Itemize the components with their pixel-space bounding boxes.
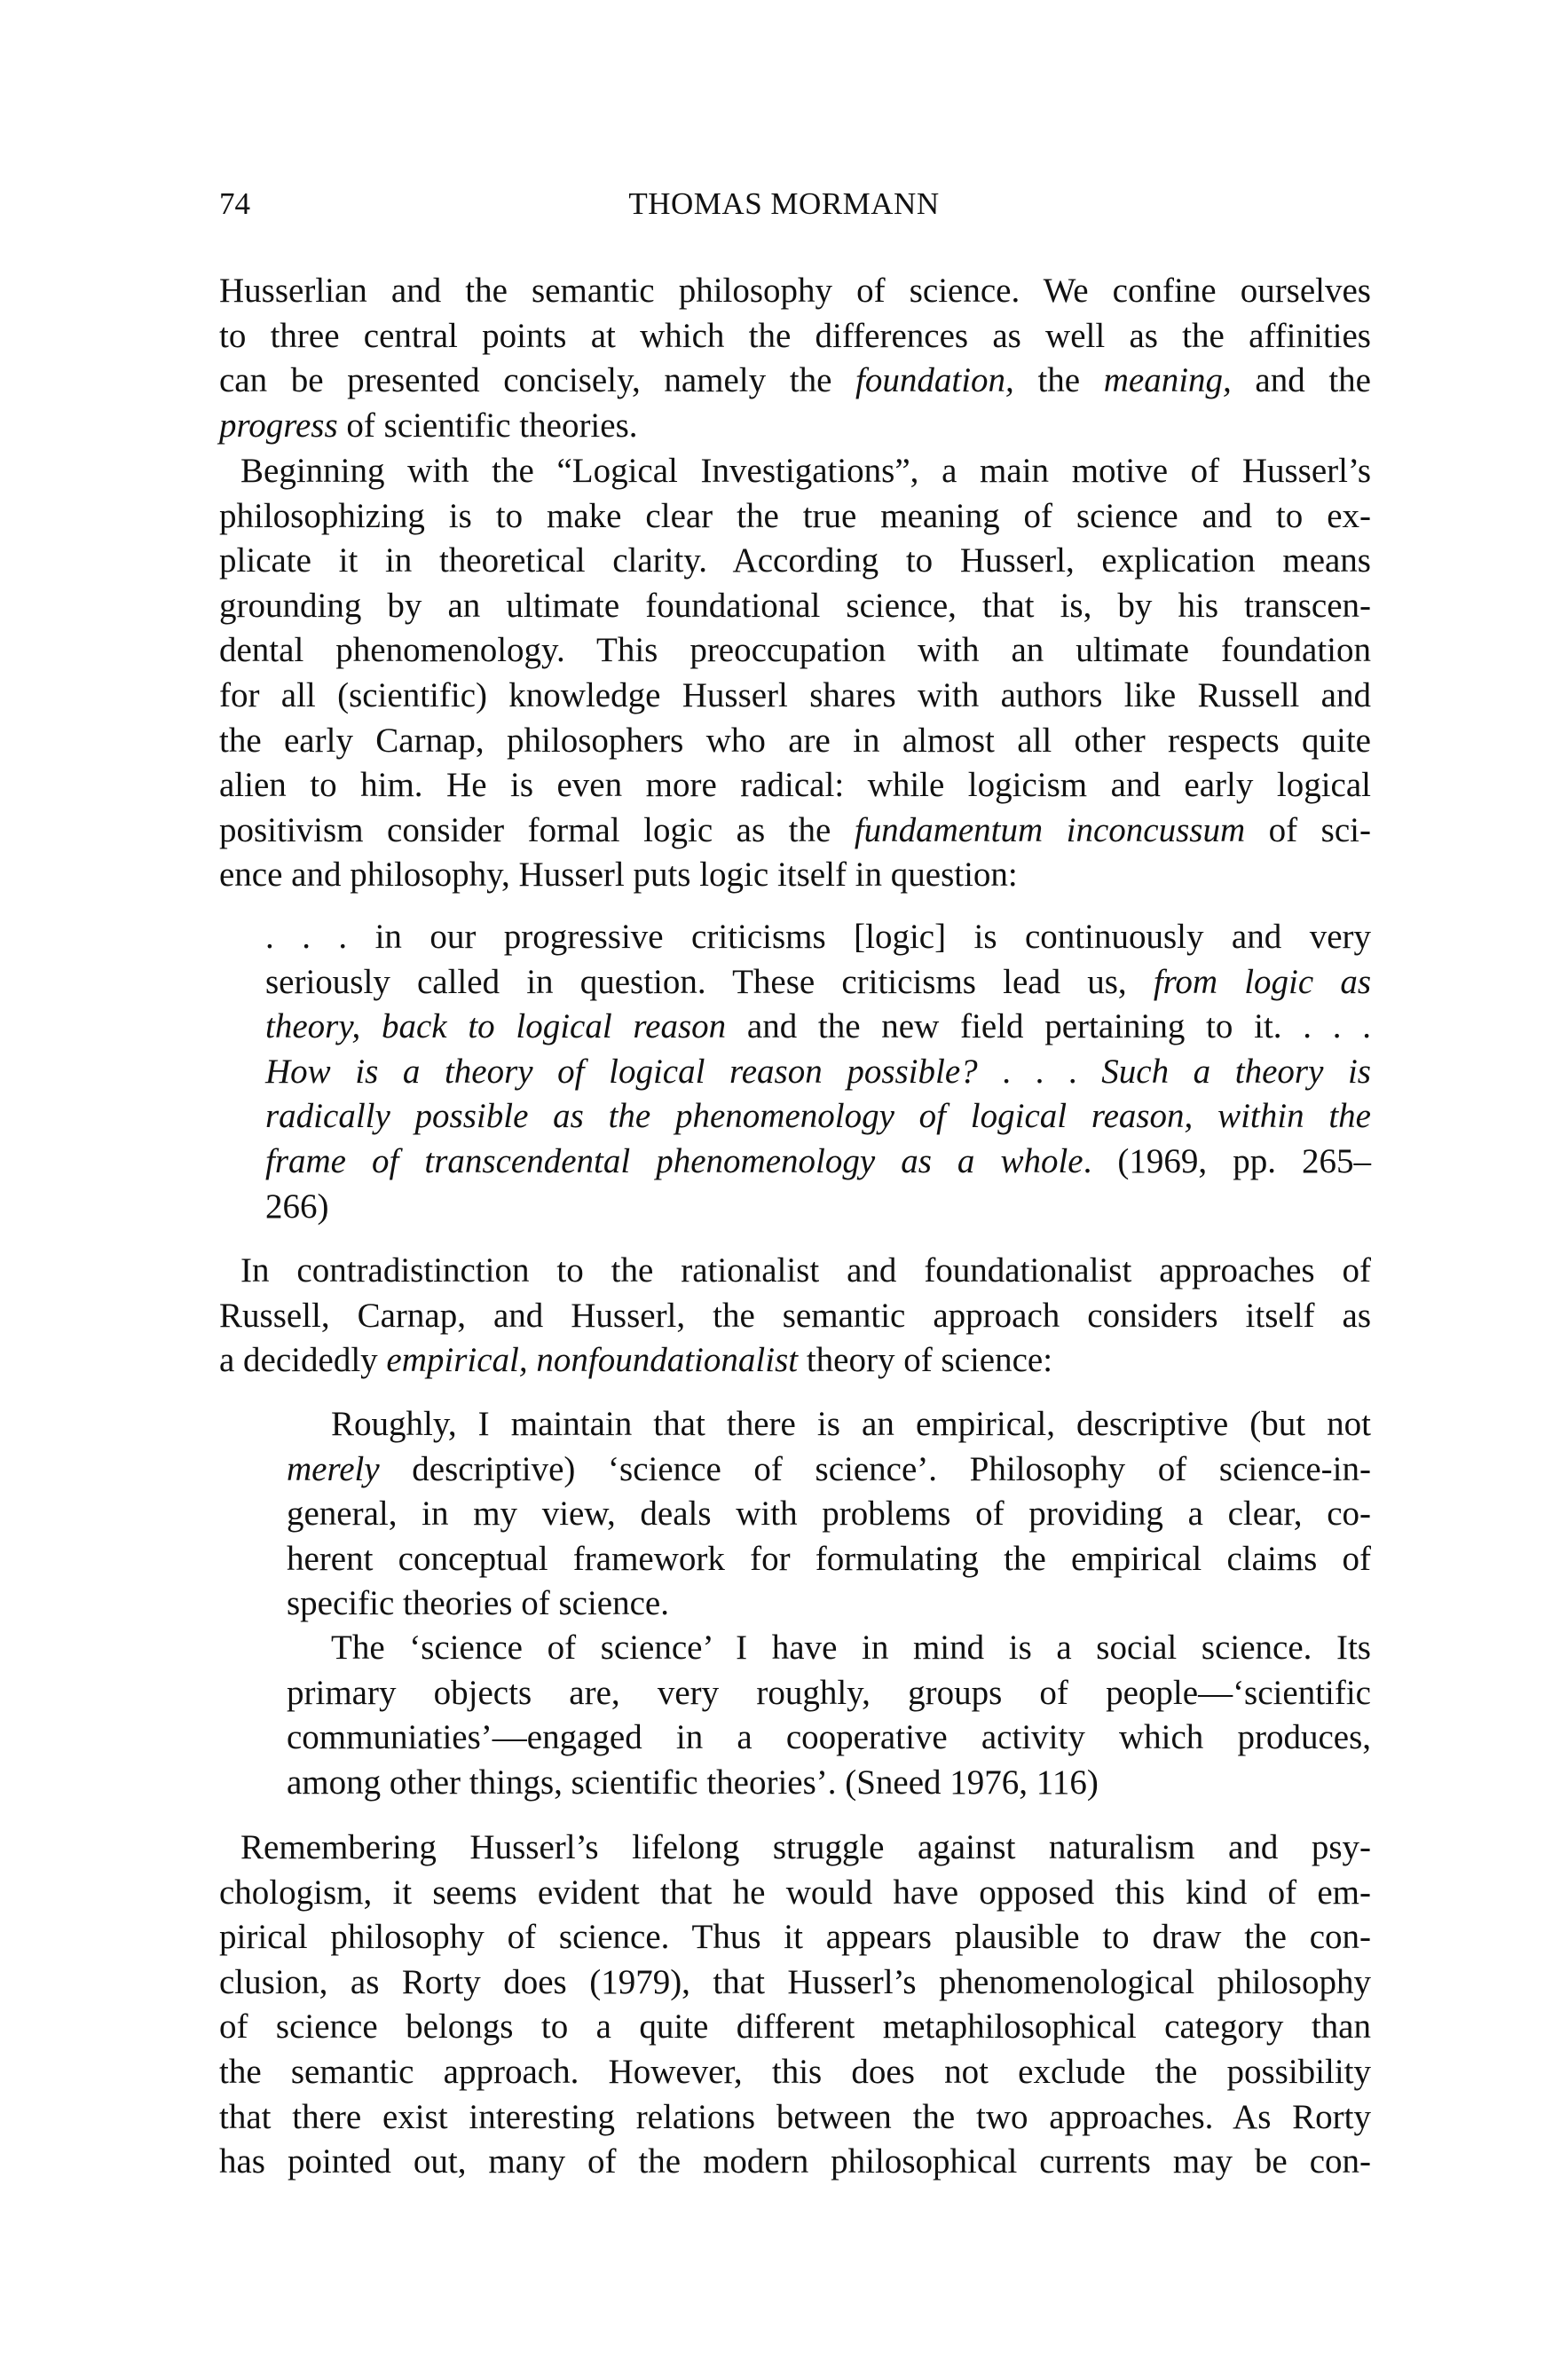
text-segment: . . . in our progressive criticisms [logic] is continuously and very (265, 918, 1371, 956)
text-line (265, 1140, 1371, 1185)
text-line (265, 960, 1371, 1006)
text-line (219, 674, 1371, 719)
text-line (219, 1294, 1371, 1339)
text-segment: general, in my view, deals with problems of providing a clear, co- (287, 1495, 1371, 1534)
text-line (287, 1626, 1371, 1671)
italic-text: How is a theory of logical reason possible? (265, 1052, 978, 1091)
text-segment: Beginning with the “Logical Investigations”, a main motive of Husserl’s (240, 452, 1371, 490)
text-segment: dental phenomenology. This preoccupation with an ultimate foundation (219, 631, 1371, 670)
page-number: 74 (219, 186, 250, 221)
text-segment: seriously called in question. These criticisms lead us, (265, 962, 1154, 1001)
text-segment: a decidedly (219, 1341, 387, 1380)
text-segment: has pointed out, many of the modern philosophical currents may be con- (219, 2142, 1371, 2181)
text-segment: among other things, scientific theories’. (Sneed 1976, 116) (287, 1763, 1099, 1802)
text-line (287, 1761, 1371, 1806)
text-segment: descriptive) ‘science of science’. Philosophy of science-in- (379, 1449, 1371, 1488)
italic-text: from logic as (1153, 962, 1372, 1001)
italic-text: radically possible as the phenomenology of logical reason, within the (265, 1097, 1371, 1136)
text-line (219, 1915, 1371, 1960)
text-line (219, 539, 1371, 584)
italic-text: meaning, (1103, 361, 1232, 400)
text-line (219, 1871, 1371, 1916)
text-line (219, 2140, 1371, 2185)
text-line (219, 314, 1371, 359)
text-line (287, 1492, 1371, 1537)
text-segment: Russell, Carnap, and Husserl, the semantic approach considers itself as (219, 1296, 1371, 1335)
paragraph (219, 269, 1371, 448)
text-segment: chologism, it seems evident that he would have opposed this kind of em- (219, 1873, 1371, 1912)
text-line (287, 1581, 1371, 1627)
text-line (219, 2005, 1371, 2050)
block-quote (287, 1402, 1371, 1627)
text-line (219, 808, 1371, 854)
text-segment: theory of science: (798, 1341, 1053, 1380)
text-segment: of science belongs to a quite different metaphilosophical category than (219, 2007, 1371, 2047)
text-line (287, 1671, 1371, 1716)
text-segment: philosophizing is to make clear the true meaning of science and to ex- (219, 496, 1371, 535)
text-segment: . . . (977, 1052, 1102, 1091)
text-line (219, 763, 1371, 808)
text-segment: of scientific theories. (337, 406, 638, 445)
text-segment: specific theories of science. (287, 1584, 669, 1623)
running-head: THOMAS MORMANN (628, 186, 940, 221)
italic-text: theory, back to logical reason (265, 1007, 727, 1046)
text-line (219, 584, 1371, 629)
text-line (265, 1185, 1371, 1230)
text-line (265, 1094, 1371, 1140)
text-segment: the (1013, 361, 1104, 400)
text-line (219, 359, 1371, 404)
italic-text: fundamentum inconcussum (854, 810, 1246, 849)
text-segment: . (1969, pp. 265– (1083, 1141, 1371, 1180)
italic-text: frame of transcendental phenomenology as a whole (265, 1141, 1083, 1180)
block-quote (287, 1626, 1371, 1805)
text-line (265, 1050, 1371, 1095)
italic-text: Such a theory is (1101, 1052, 1371, 1091)
italic-text: merely (287, 1449, 380, 1488)
text-segment: to three central points at which the differences as well as the affinities (219, 316, 1371, 355)
text-line (219, 1249, 1371, 1294)
text-line (219, 2050, 1371, 2095)
text-segment: Remembering Husserl’s lifelong struggle against naturalism and psy- (240, 1828, 1371, 1866)
text-line (219, 719, 1371, 764)
text-segment: 266) (265, 1187, 329, 1226)
text-segment: The ‘science of science’ I have in mind is a social science. Its (331, 1629, 1371, 1667)
text-segment: clusion, as Rorty does (1979), that Husserl’s phenomenological philosophy (219, 1962, 1371, 2001)
text-line (219, 269, 1371, 314)
text-segment: primary objects are, very roughly, groups of people—‘scientific (287, 1673, 1371, 1712)
text-segment: that there exist interesting relations between the two approaches. As Rorty (219, 2097, 1371, 2136)
text-line (219, 404, 1371, 449)
text-line (265, 915, 1371, 960)
text-segment: herent conceptual framework for formulating the empirical claims of (287, 1539, 1371, 1578)
text-segment: In contradistinction to the rationalist and foundationalist approaches of (240, 1251, 1371, 1290)
text-line (287, 1715, 1371, 1761)
text-segment: Husserlian and the semantic philosophy of science. We confine ourselves (219, 272, 1371, 310)
text-segment: ence and philosophy, Husserl puts logic itself in question: (219, 856, 1018, 895)
text-segment: communiaties’—engaged in a cooperative activity which produces, (287, 1718, 1371, 1757)
text-segment: grounding by an ultimate foundational science, that is, by his transcen- (219, 586, 1371, 625)
paragraph (219, 449, 1371, 898)
text-line (219, 1826, 1371, 1871)
italic-text: foundation, (855, 361, 1014, 400)
text-segment: positivism consider formal logic as the (219, 810, 855, 849)
text-line (219, 2095, 1371, 2141)
text-segment: the early Carnap, philosophers who are in almost all other respects quite (219, 721, 1371, 760)
text-segment: of sci- (1245, 810, 1371, 849)
text-segment: and the (1231, 361, 1371, 400)
text-line (219, 628, 1371, 674)
italic-text: empirical, nonfoundationalist (386, 1341, 799, 1380)
text-segment: can be presented concisely, namely the (219, 361, 856, 400)
text-segment: for all (scientific) knowledge Husserl shares with authors like Russell and (219, 675, 1371, 714)
text-segment: plicate it in theoretical clarity. According to Husserl, explication means (219, 541, 1371, 580)
italic-text: progress (219, 406, 338, 445)
text-segment: Roughly, I maintain that there is an empirical, descriptive (but not (331, 1405, 1371, 1443)
text-segment: pirical philosophy of science. Thus it appears plausible to draw the con- (219, 1918, 1371, 1957)
text-line (219, 449, 1371, 494)
text-segment: and the new field pertaining to it. . . . (726, 1007, 1371, 1046)
block-quote (265, 915, 1371, 1229)
text-line (287, 1537, 1371, 1582)
text-line (219, 1338, 1371, 1384)
text-segment: the semantic approach. However, this does not exclude the possibility (219, 2052, 1371, 2091)
text-line (219, 1960, 1371, 2006)
text-segment: alien to him. He is even more radical: while logicism and early logical (219, 766, 1371, 805)
paragraph (219, 1826, 1371, 2185)
paragraph (219, 1249, 1371, 1384)
text-line (219, 494, 1371, 540)
text-line (219, 853, 1371, 898)
text-line (287, 1402, 1371, 1447)
text-line (287, 1447, 1371, 1493)
text-line (265, 1005, 1371, 1050)
